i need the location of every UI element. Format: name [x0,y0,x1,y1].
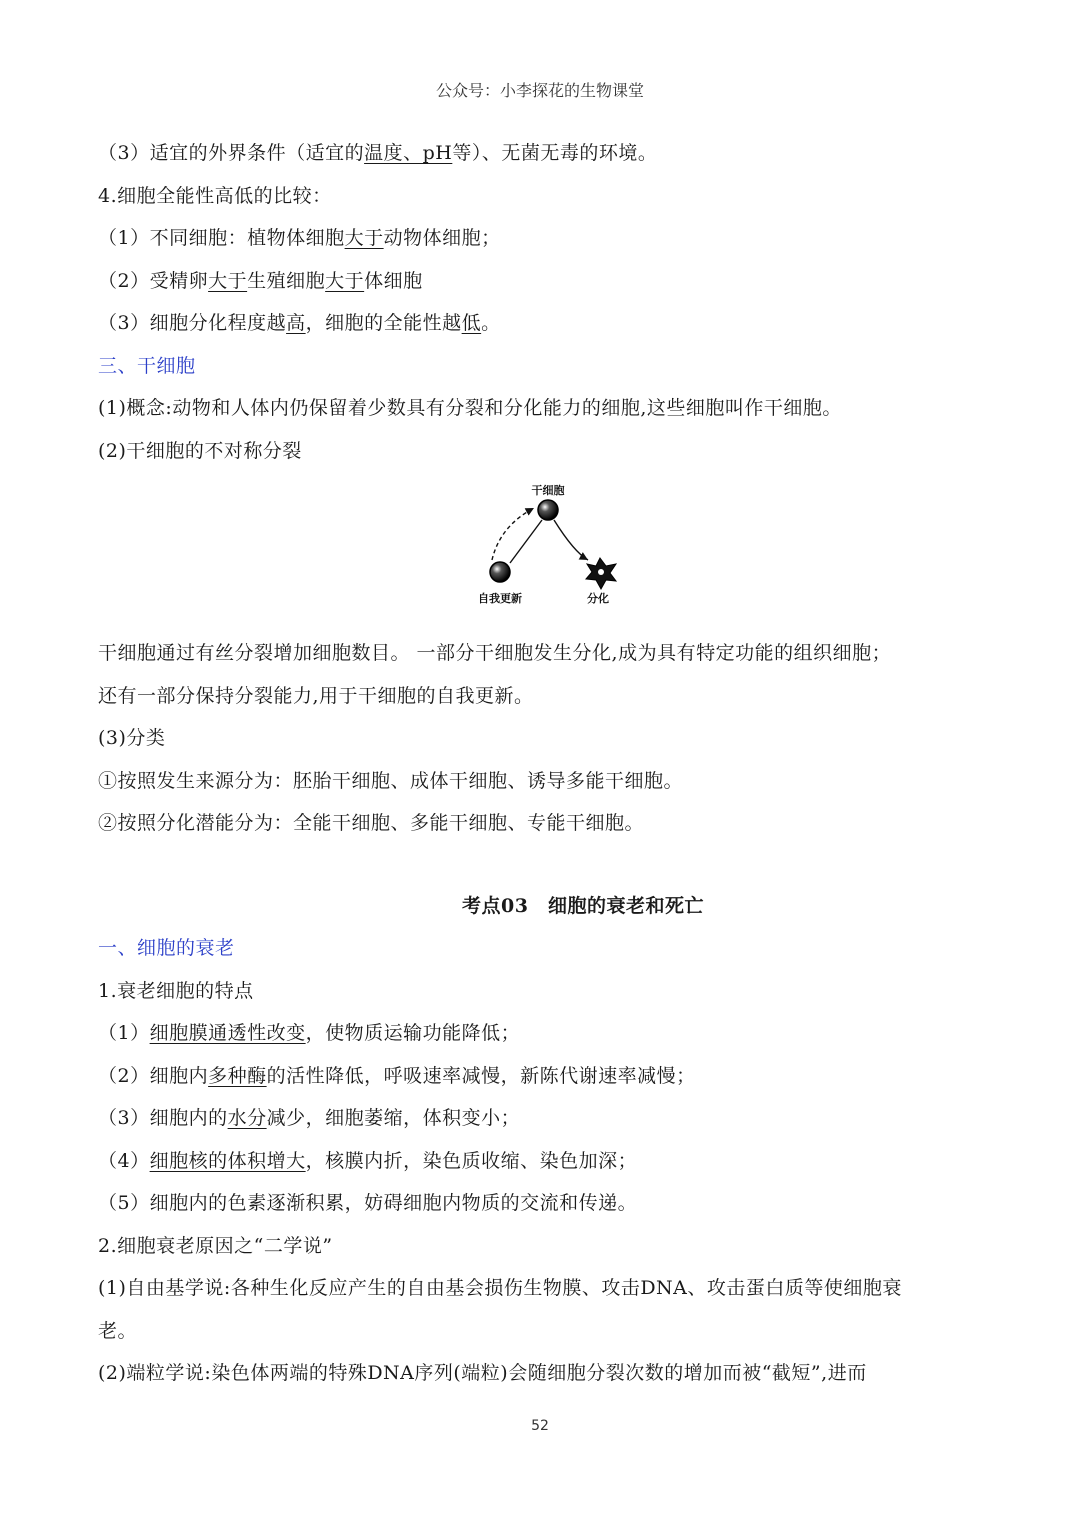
text-line: （3）细胞内的水分减少，细胞萎缩，体积变小； [98,1107,521,1129]
underlined-term: 水分 [227,1107,267,1129]
text-line: ①按照发生来源分为：胚胎干细胞、成体干细胞、诱导多能干细胞。 [98,769,684,792]
underlined-term: 大于 [344,227,384,249]
text-line: （1）细胞膜通透性改变，使物质运输功能降低； [98,1022,521,1044]
underlined-term: 大于 [208,269,248,292]
text-line: (1)概念:动物和人体内仍保留着少数具有分裂和分化能力的细胞,这些细胞叫作干细胞。 [98,397,842,419]
underlined-term: 多种酶 [208,1064,267,1087]
underlined-term: 温度、pH [364,142,453,164]
text-line: (1)自由基学说:各种生化反应产生的自由基会损伤生物膜、攻击DNA、攻击蛋白质等使细胞衰 [98,1277,902,1299]
underlined-term: 细胞膜通透性改变 [149,1022,306,1044]
text-line: （5）细胞内的色素逐渐积累，妨碍细胞内物质的交流和传递。 [98,1192,638,1214]
text-line: 还有一部分保持分裂能力,用于干细胞的自我更新。 [98,684,534,707]
text-line: (2)干细胞的不对称分裂 [98,439,302,462]
self-renewal-cell-circle [490,562,510,582]
underlined-term: 细胞核的体积增大 [149,1149,306,1172]
text-line: 干细胞通过有丝分裂增加细胞数目。 一部分干细胞发生分化,成为具有特定功能的组织细胞； [98,642,892,664]
self-renewal-dashed-arrow [492,508,534,560]
list-heading: 2.细胞衰老原因之“二学说” [98,1234,333,1257]
topic-title: 考点03 细胞的衰老和死亡 [462,894,704,917]
underlined-term: 大于 [325,269,365,292]
underlined-term: 低 [461,312,482,334]
page-number: 52 [531,1418,549,1434]
diagram-label-differentiation: 分化 [587,592,609,605]
text-line: (3)分类 [98,727,166,749]
stem-cell-diagram [98,472,988,632]
text-line: 老。 [98,1319,138,1342]
division-line [510,520,542,563]
list-heading: 4.细胞全能性高低的比较： [98,184,332,207]
text-line: （3）适宜的外界条件（适宜的温度、pH等）、无菌无毒的环境。 [98,142,658,164]
text-line: （4）细胞核的体积增大，核膜内折，染色质收缩、染色加深； [98,1149,638,1172]
text-line: ②按照分化潜能分为：全能干细胞、多能干细胞、专能干细胞。 [98,812,645,834]
text-line: （3）细胞分化程度越高，细胞的全能性越低。 [98,312,501,334]
underlined-term: 高 [286,312,306,334]
stem-cell-circle [538,500,558,520]
diagram-label-self-renewal: 自我更新 [478,592,522,605]
diagram-label-stem-cell: 干细胞 [531,484,565,497]
list-heading: 1.衰老细胞的特点 [98,979,254,1002]
page-header: 公众号：小李探花的生物课堂 [435,81,644,100]
text-line: （2）受精卵大于生殖细胞大于体细胞 [98,269,423,292]
text-line: (2)端粒学说:染色体两端的特殊DNA序列(端粒)会随细胞分裂次数的增加而被“截短”,进而 [98,1362,867,1384]
text-line: （2）细胞内多种酶的活性降低，呼吸速率减慢，新陈代谢速率减慢； [98,1064,696,1087]
text-line: （1）不同细胞：植物体细胞大于动物体细胞； [98,227,501,249]
section-heading: 一、细胞的衰老 [98,937,235,959]
section-heading: 三、干细胞 [98,354,196,377]
document-body [98,132,988,1395]
differentiation-arrow [554,520,588,560]
